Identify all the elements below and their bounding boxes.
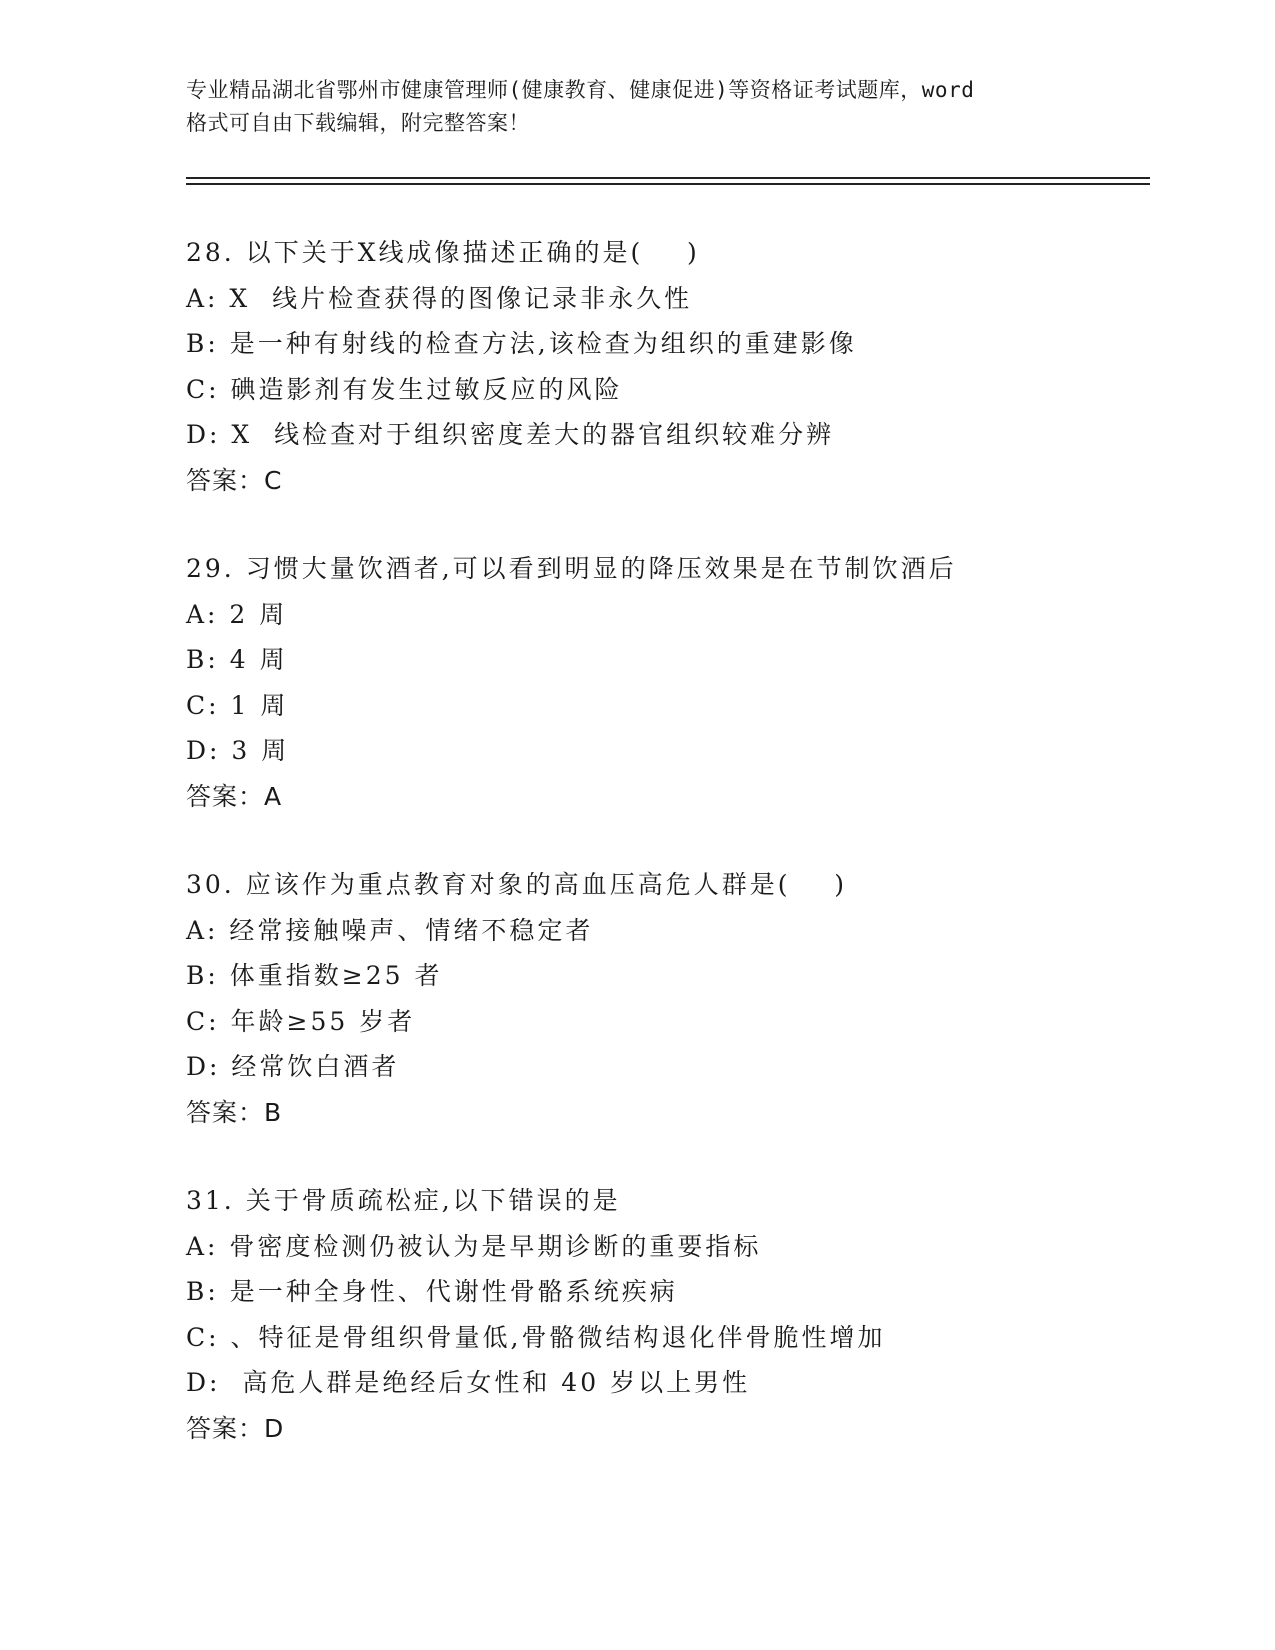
header-line-1: 专业精品湖北省鄂州市健康管理师(健康教育、健康促进)等资格证考试题库，word (186, 78, 975, 102)
question-stem: 29. 习惯大量饮酒者,可以看到明显的降压效果是在节制饮酒后 (186, 554, 957, 583)
option-a: A: 2 周 (186, 599, 288, 629)
header-divider-bottom (186, 183, 1150, 185)
question-28 (186, 230, 1136, 503)
option-d: D: 经常饮白酒者 (186, 1052, 400, 1081)
question-stem: 30. 应该作为重点教育对象的高血压高危人群是( ) (186, 870, 848, 899)
question-31 (186, 1178, 1136, 1451)
header-divider-top (186, 177, 1150, 179)
option-c: C: 年龄≥55 岁者 (186, 1006, 416, 1036)
option-a: A: 经常接触噪声、情绪不稳定者 (186, 915, 594, 945)
option-d: D: 高危人群是绝经后女性和 40 岁以上男性 (186, 1368, 751, 1397)
question-stem: 31. 关于骨质疏松症,以下错误的是 (186, 1186, 621, 1215)
option-b: B: 体重指数≥25 者 (186, 961, 443, 990)
header-line-2: 格式可自由下载编辑，附完整答案！ (186, 111, 530, 135)
answer: 答案：D (186, 1413, 285, 1443)
answer: 答案：C (186, 465, 283, 495)
option-d: D: X 线检查对于组织密度差大的器官组织较难分辨 (186, 420, 835, 449)
option-b: B: 4 周 (186, 645, 288, 674)
answer: 答案：B (186, 1097, 283, 1127)
option-b: B: 是一种有射线的检查方法,该检查为组织的重建影像 (186, 329, 857, 358)
option-c: C: 碘造影剂有发生过敏反应的风险 (186, 374, 623, 404)
question-29 (186, 546, 1136, 819)
option-c: C: 1 周 (186, 690, 289, 720)
answer: 答案：A (186, 781, 283, 811)
question-30 (186, 862, 1136, 1135)
option-a: A: X 线片检查获得的图像记录非永久性 (186, 283, 693, 313)
question-stem: 28. 以下关于X线成像描述正确的是( ) (186, 238, 700, 267)
option-c: C: 、特征是骨组织骨量低,骨骼微结构退化伴骨脆性增加 (186, 1322, 886, 1352)
option-b: B: 是一种全身性、代谢性骨骼系统疾病 (186, 1277, 678, 1306)
option-a: A: 骨密度检测仍被认为是早期诊断的重要指标 (186, 1231, 762, 1261)
document-header (186, 74, 1086, 140)
option-d: D: 3 周 (186, 736, 290, 765)
